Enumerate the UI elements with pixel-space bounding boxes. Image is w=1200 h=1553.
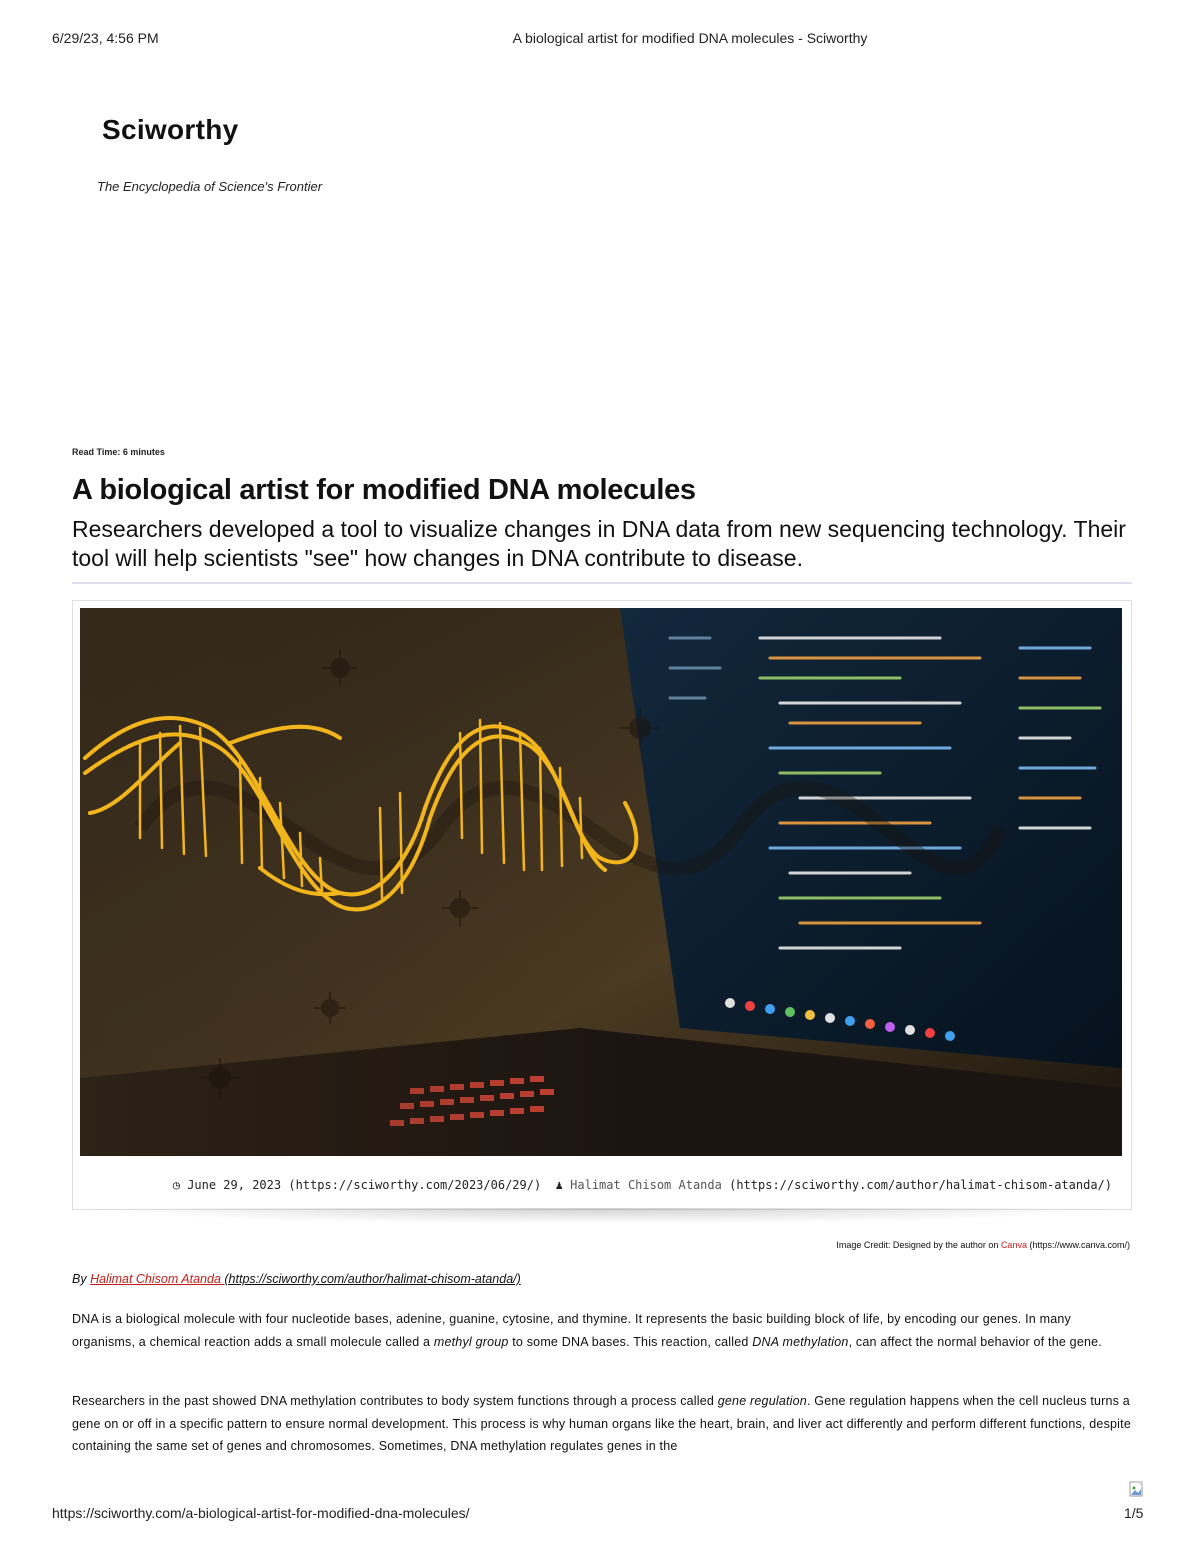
print-page-title: A biological artist for modified DNA molecules - Sciworthy	[512, 30, 868, 46]
header-divider	[72, 582, 1132, 584]
p1-text-b: to some DNA bases. This reaction, called	[508, 1334, 753, 1349]
user-icon: ♟	[555, 1178, 563, 1192]
p1-text-c: , can affect the normal behavior of the gene.	[848, 1334, 1102, 1349]
p2-text-a: Researchers in the past showed DNA methylation contributes to body system functions through a process called	[72, 1394, 718, 1408]
featured-image	[80, 608, 1122, 1156]
card-shadow	[80, 1208, 1122, 1224]
canva-link[interactable]: Canva	[1000, 1240, 1027, 1250]
site-tagline: The Encyclopedia of Science's Frontier	[97, 179, 323, 194]
image-credit	[0, 1240, 1130, 1250]
clock-icon: ◷	[172, 1178, 180, 1192]
p2-term-gene-regulation: gene regulation	[717, 1394, 807, 1408]
article-headline: A biological artist for modified DNA molecules	[72, 474, 696, 506]
site-logo-text[interactable]: Sciworthy	[102, 114, 239, 145]
print-footer-url: https://sciworthy.com/a-biological-artist-for-modified-dna-molecules/	[52, 1505, 470, 1521]
post-author[interactable]: Halimat Chisom Atanda	[570, 1178, 722, 1192]
print-datetime: 6/29/23, 4:56 PM	[52, 30, 159, 46]
byline-author-link[interactable]: Halimat Chisom Atanda	[90, 1272, 225, 1286]
body-paragraph	[72, 1308, 1132, 1353]
post-author-url: (https://sciworthy.com/author/halimat-chisom-atanda/)	[729, 1178, 1112, 1192]
p2-text-b: . Gene regulation happens when the cell nucleus turns a gene on or off in a specific pattern to ensure normal development. This process is why human organs like the heart, brain, and liver act differently and perform different functions, despite containing the same set of genes and chromosomes. Sometimes, DNA methylation regulates genes in the	[72, 1394, 1131, 1453]
read-time: Read Time: 6 minutes	[72, 447, 165, 457]
post-date[interactable]: June 29, 2023	[187, 1178, 282, 1192]
body-paragraph	[72, 1390, 1132, 1458]
post-meta	[80, 1178, 1112, 1192]
article-subtitle: Researchers developed a tool to visualize changes in DNA data from new sequencing technology. Their tool will help scientists "see" how changes in DNA contribute to disease.	[72, 516, 1126, 571]
byline	[72, 1272, 521, 1286]
p1-text-a: DNA is a biological molecule with four nucleotide bases, adenine, guanine, cytosine, and thymine. It represents the basic building block of life, by encoding our genes. In many organisms, a chemical reaction adds a small molecule called a	[72, 1312, 1071, 1349]
print-page-number: 1/5	[1124, 1505, 1144, 1521]
p1-term-methyl-group: methyl group	[433, 1334, 509, 1349]
post-date-url: (https://sciworthy.com/2023/06/29/)	[288, 1178, 542, 1192]
image-credit-text: Image Credit: Designed by the author on	[836, 1240, 1001, 1250]
byline-author-url: (https://sciworthy.com/author/halimat-chisom-atanda/)	[224, 1272, 521, 1286]
byline-prefix: By	[72, 1272, 91, 1286]
canva-url: (https://www.canva.com/)	[1029, 1240, 1130, 1250]
broken-image-icon	[1128, 1480, 1146, 1498]
p1-term-dna-methylation: DNA methylation	[752, 1334, 849, 1349]
